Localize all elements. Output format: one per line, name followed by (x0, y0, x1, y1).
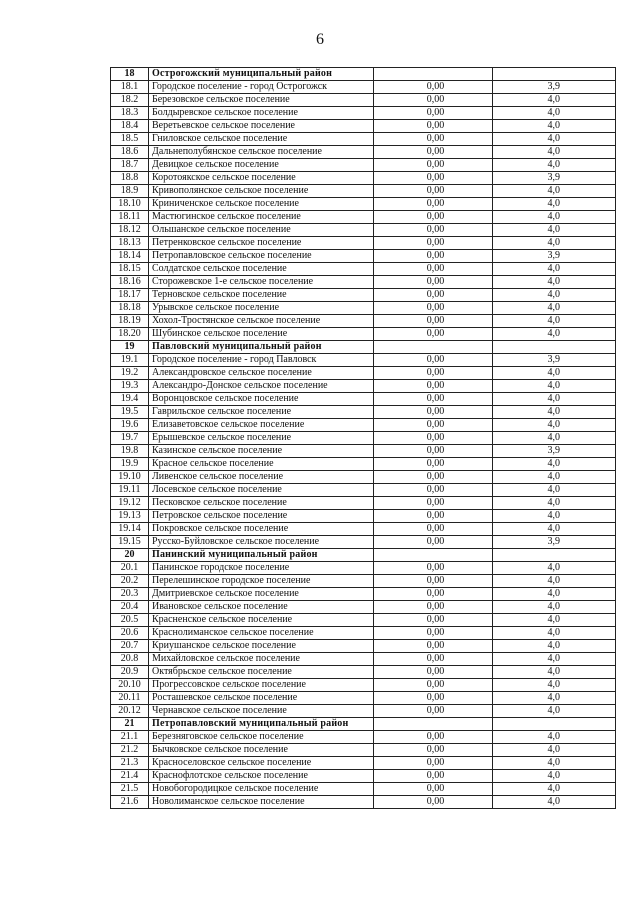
row-number-cell: 20.11 (111, 692, 149, 705)
settlement-name-cell: Сторожевское 1-е сельское поселение (149, 276, 374, 289)
value-2-cell: 4,0 (493, 705, 616, 718)
table-row (111, 510, 616, 523)
value-1-cell: 0,00 (374, 588, 493, 601)
table-row (111, 458, 616, 471)
value-2-cell (493, 341, 616, 354)
row-number-cell: 21.5 (111, 783, 149, 796)
settlement-name-cell: Криниченское сельское поселение (149, 198, 374, 211)
row-number-cell: 20.4 (111, 601, 149, 614)
table-row (111, 237, 616, 250)
row-number-cell: 19 (111, 341, 149, 354)
table-row (111, 380, 616, 393)
table-row (111, 146, 616, 159)
settlement-name-cell: Краснолиманское сельское поселение (149, 627, 374, 640)
value-2-cell: 4,0 (493, 497, 616, 510)
value-1-cell: 0,00 (374, 562, 493, 575)
value-1-cell: 0,00 (374, 263, 493, 276)
row-number-cell: 19.8 (111, 445, 149, 458)
value-2-cell: 4,0 (493, 276, 616, 289)
row-number-cell: 18.9 (111, 185, 149, 198)
district-header-row (111, 549, 616, 562)
value-1-cell (374, 549, 493, 562)
table-row (111, 406, 616, 419)
settlement-name-cell: Елизаветовское сельское поселение (149, 419, 374, 432)
row-number-cell: 18.13 (111, 237, 149, 250)
table-row (111, 445, 616, 458)
value-2-cell: 4,0 (493, 471, 616, 484)
value-1-cell: 0,00 (374, 276, 493, 289)
table-row (111, 185, 616, 198)
settlement-name-cell: Терновское сельское поселение (149, 289, 374, 302)
value-1-cell: 0,00 (374, 185, 493, 198)
value-2-cell: 4,0 (493, 107, 616, 120)
value-2-cell: 4,0 (493, 237, 616, 250)
table-row (111, 133, 616, 146)
row-number-cell: 21.2 (111, 744, 149, 757)
settlement-name-cell: Воронцовское сельское поселение (149, 393, 374, 406)
row-number-cell: 18.20 (111, 328, 149, 341)
value-1-cell: 0,00 (374, 731, 493, 744)
table-row (111, 419, 616, 432)
table-row (111, 536, 616, 549)
value-1-cell: 0,00 (374, 536, 493, 549)
row-number-cell: 21.3 (111, 757, 149, 770)
value-2-cell: 4,0 (493, 315, 616, 328)
settlement-name-cell: Шубинское сельское поселение (149, 328, 374, 341)
value-2-cell: 4,0 (493, 575, 616, 588)
row-number-cell: 19.4 (111, 393, 149, 406)
value-1-cell: 0,00 (374, 302, 493, 315)
value-1-cell: 0,00 (374, 783, 493, 796)
settlements-table (110, 67, 616, 809)
row-number-cell: 18.6 (111, 146, 149, 159)
table-row (111, 94, 616, 107)
settlement-name-cell: Красноселовское сельское поселение (149, 757, 374, 770)
row-number-cell: 20.7 (111, 640, 149, 653)
row-number-cell: 19.7 (111, 432, 149, 445)
table-row (111, 302, 616, 315)
settlement-name-cell: Красное сельское поселение (149, 458, 374, 471)
value-2-cell: 4,0 (493, 640, 616, 653)
row-number-cell: 20.1 (111, 562, 149, 575)
value-1-cell: 0,00 (374, 406, 493, 419)
value-2-cell: 3,9 (493, 81, 616, 94)
value-2-cell: 3,9 (493, 445, 616, 458)
value-2-cell: 4,0 (493, 432, 616, 445)
value-1-cell: 0,00 (374, 380, 493, 393)
value-2-cell: 4,0 (493, 133, 616, 146)
value-2-cell: 4,0 (493, 289, 616, 302)
table-row (111, 744, 616, 757)
value-1-cell: 0,00 (374, 419, 493, 432)
value-2-cell: 3,9 (493, 536, 616, 549)
table-row (111, 601, 616, 614)
value-2-cell: 3,9 (493, 354, 616, 367)
value-2-cell (493, 718, 616, 731)
settlement-name-cell: Городское поселение - город Павловск (149, 354, 374, 367)
value-2-cell: 4,0 (493, 367, 616, 380)
row-number-cell: 18.14 (111, 250, 149, 263)
value-2-cell: 3,9 (493, 250, 616, 263)
value-1-cell: 0,00 (374, 484, 493, 497)
value-1-cell: 0,00 (374, 159, 493, 172)
row-number-cell: 18.17 (111, 289, 149, 302)
settlement-name-cell: Солдатское сельское поселение (149, 263, 374, 276)
district-header-row (111, 341, 616, 354)
table-row (111, 484, 616, 497)
value-2-cell: 4,0 (493, 653, 616, 666)
row-number-cell: 19.12 (111, 497, 149, 510)
value-2-cell: 4,0 (493, 406, 616, 419)
settlement-name-cell: Александровское сельское поселение (149, 367, 374, 380)
settlement-name-cell: Урывское сельское поселение (149, 302, 374, 315)
settlement-name-cell: Петровское сельское поселение (149, 510, 374, 523)
value-2-cell: 4,0 (493, 783, 616, 796)
table-row (111, 562, 616, 575)
value-1-cell: 0,00 (374, 94, 493, 107)
settlement-name-cell: Коротоякское сельское поселение (149, 172, 374, 185)
value-1-cell: 0,00 (374, 393, 493, 406)
value-2-cell: 4,0 (493, 393, 616, 406)
value-1-cell: 0,00 (374, 692, 493, 705)
value-2-cell: 4,0 (493, 458, 616, 471)
value-1-cell: 0,00 (374, 328, 493, 341)
row-number-cell: 20.9 (111, 666, 149, 679)
settlement-name-cell: Павловский муниципальный район (149, 341, 374, 354)
row-number-cell: 18.8 (111, 172, 149, 185)
row-number-cell: 19.13 (111, 510, 149, 523)
row-number-cell: 21.6 (111, 796, 149, 809)
table-row (111, 757, 616, 770)
value-2-cell: 4,0 (493, 770, 616, 783)
row-number-cell: 19.10 (111, 471, 149, 484)
value-2-cell: 4,0 (493, 302, 616, 315)
value-2-cell: 4,0 (493, 419, 616, 432)
table-row (111, 172, 616, 185)
row-number-cell: 18.10 (111, 198, 149, 211)
value-2-cell: 4,0 (493, 224, 616, 237)
value-1-cell: 0,00 (374, 666, 493, 679)
value-2-cell: 4,0 (493, 510, 616, 523)
row-number-cell: 19.15 (111, 536, 149, 549)
settlement-name-cell: Бычковское сельское поселение (149, 744, 374, 757)
value-1-cell: 0,00 (374, 458, 493, 471)
settlement-name-cell: Перелешинское городское поселение (149, 575, 374, 588)
row-number-cell: 19.9 (111, 458, 149, 471)
settlement-name-cell: Панинский муниципальный район (149, 549, 374, 562)
row-number-cell: 21 (111, 718, 149, 731)
table-row (111, 497, 616, 510)
row-number-cell: 19.11 (111, 484, 149, 497)
table-row (111, 354, 616, 367)
settlement-name-cell: Русско-Буйловское сельское поселение (149, 536, 374, 549)
row-number-cell: 20.5 (111, 614, 149, 627)
value-1-cell: 0,00 (374, 172, 493, 185)
table-row (111, 588, 616, 601)
table-row (111, 263, 616, 276)
settlement-name-cell: Городское поселение - город Острогожск (149, 81, 374, 94)
row-number-cell: 20 (111, 549, 149, 562)
value-2-cell: 4,0 (493, 120, 616, 133)
value-1-cell (374, 68, 493, 81)
value-2-cell: 4,0 (493, 679, 616, 692)
row-number-cell: 18.7 (111, 159, 149, 172)
row-number-cell: 18 (111, 68, 149, 81)
table-row (111, 328, 616, 341)
table-row (111, 289, 616, 302)
value-2-cell: 4,0 (493, 744, 616, 757)
settlement-name-cell: Октябрьское сельское поселение (149, 666, 374, 679)
value-1-cell: 0,00 (374, 770, 493, 783)
value-2-cell: 4,0 (493, 380, 616, 393)
table-row (111, 783, 616, 796)
value-1-cell: 0,00 (374, 198, 493, 211)
settlement-name-cell: Ливенское сельское поселение (149, 471, 374, 484)
value-2-cell: 4,0 (493, 94, 616, 107)
row-number-cell: 19.5 (111, 406, 149, 419)
settlement-name-cell: Криушанское сельское поселение (149, 640, 374, 653)
value-1-cell (374, 718, 493, 731)
value-2-cell: 4,0 (493, 211, 616, 224)
row-number-cell: 20.8 (111, 653, 149, 666)
table-row (111, 666, 616, 679)
settlement-name-cell: Новобогородицкое сельское поселение (149, 783, 374, 796)
settlement-name-cell: Веретьевское сельское поселение (149, 120, 374, 133)
settlement-name-cell: Хохол-Тростянское сельское поселение (149, 315, 374, 328)
table-row (111, 393, 616, 406)
value-1-cell: 0,00 (374, 107, 493, 120)
row-number-cell: 18.18 (111, 302, 149, 315)
table-row (111, 705, 616, 718)
settlement-name-cell: Александро-Донское сельское поселение (149, 380, 374, 393)
table-body (111, 68, 616, 809)
value-1-cell: 0,00 (374, 614, 493, 627)
table-row (111, 770, 616, 783)
table-row (111, 211, 616, 224)
value-1-cell: 0,00 (374, 445, 493, 458)
settlement-name-cell: Острогожский муниципальный район (149, 68, 374, 81)
value-1-cell: 0,00 (374, 640, 493, 653)
value-2-cell: 4,0 (493, 159, 616, 172)
row-number-cell: 18.4 (111, 120, 149, 133)
table-row (111, 731, 616, 744)
table-row (111, 315, 616, 328)
table-row (111, 120, 616, 133)
settlement-name-cell: Мастюгинское сельское поселение (149, 211, 374, 224)
settlement-name-cell: Росташевское сельское поселение (149, 692, 374, 705)
row-number-cell: 18.1 (111, 81, 149, 94)
value-2-cell: 4,0 (493, 588, 616, 601)
value-2-cell: 3,9 (493, 172, 616, 185)
settlement-name-cell: Краснофлотское сельское поселение (149, 770, 374, 783)
table-row (111, 250, 616, 263)
row-number-cell: 20.10 (111, 679, 149, 692)
value-2-cell: 4,0 (493, 185, 616, 198)
value-1-cell (374, 341, 493, 354)
settlement-name-cell: Красненское сельское поселение (149, 614, 374, 627)
row-number-cell: 18.5 (111, 133, 149, 146)
row-number-cell: 20.6 (111, 627, 149, 640)
value-1-cell: 0,00 (374, 744, 493, 757)
settlement-name-cell: Новолиманское сельское поселение (149, 796, 374, 809)
value-1-cell: 0,00 (374, 211, 493, 224)
row-number-cell: 19.1 (111, 354, 149, 367)
value-2-cell: 4,0 (493, 484, 616, 497)
table-row (111, 614, 616, 627)
settlement-name-cell: Дмитриевское сельское поселение (149, 588, 374, 601)
settlement-name-cell: Лосевское сельское поселение (149, 484, 374, 497)
row-number-cell: 19.2 (111, 367, 149, 380)
value-2-cell: 4,0 (493, 627, 616, 640)
table-row (111, 627, 616, 640)
value-1-cell: 0,00 (374, 497, 493, 510)
district-header-row (111, 68, 616, 81)
table-row (111, 367, 616, 380)
row-number-cell: 19.3 (111, 380, 149, 393)
settlement-name-cell: Прогрессовское сельское поселение (149, 679, 374, 692)
value-2-cell: 4,0 (493, 523, 616, 536)
row-number-cell: 18.11 (111, 211, 149, 224)
value-2-cell: 4,0 (493, 614, 616, 627)
value-2-cell: 4,0 (493, 731, 616, 744)
settlement-name-cell: Панинское городское поселение (149, 562, 374, 575)
settlement-name-cell: Березняговское сельское поселение (149, 731, 374, 744)
value-2-cell: 4,0 (493, 562, 616, 575)
row-number-cell: 20.12 (111, 705, 149, 718)
value-1-cell: 0,00 (374, 679, 493, 692)
row-number-cell: 18.16 (111, 276, 149, 289)
value-2-cell (493, 549, 616, 562)
settlement-name-cell: Песковское сельское поселение (149, 497, 374, 510)
value-1-cell: 0,00 (374, 627, 493, 640)
row-number-cell: 18.12 (111, 224, 149, 237)
settlement-name-cell: Ольшанское сельское поселение (149, 224, 374, 237)
settlement-name-cell: Ерышевское сельское поселение (149, 432, 374, 445)
settlement-name-cell: Девицкое сельское поселение (149, 159, 374, 172)
table-row (111, 640, 616, 653)
value-1-cell: 0,00 (374, 796, 493, 809)
value-1-cell: 0,00 (374, 523, 493, 536)
row-number-cell: 18.19 (111, 315, 149, 328)
table-row (111, 692, 616, 705)
table-row (111, 523, 616, 536)
value-2-cell: 4,0 (493, 198, 616, 211)
row-number-cell: 20.2 (111, 575, 149, 588)
value-2-cell: 4,0 (493, 601, 616, 614)
value-1-cell: 0,00 (374, 81, 493, 94)
row-number-cell: 19.14 (111, 523, 149, 536)
value-1-cell: 0,00 (374, 601, 493, 614)
page-number: 6 (316, 31, 324, 48)
value-2-cell: 4,0 (493, 692, 616, 705)
settlement-name-cell: Покровское сельское поселение (149, 523, 374, 536)
table-row (111, 796, 616, 809)
settlement-name-cell: Ивановское сельское поселение (149, 601, 374, 614)
value-2-cell: 4,0 (493, 796, 616, 809)
value-1-cell: 0,00 (374, 237, 493, 250)
settlement-name-cell: Петренковское сельское поселение (149, 237, 374, 250)
value-1-cell: 0,00 (374, 289, 493, 302)
row-number-cell: 18.15 (111, 263, 149, 276)
value-1-cell: 0,00 (374, 224, 493, 237)
row-number-cell: 18.3 (111, 107, 149, 120)
table-row (111, 679, 616, 692)
value-1-cell: 0,00 (374, 432, 493, 445)
value-1-cell: 0,00 (374, 315, 493, 328)
table-row (111, 198, 616, 211)
table-row (111, 471, 616, 484)
value-2-cell: 4,0 (493, 146, 616, 159)
district-header-row (111, 718, 616, 731)
table-row (111, 575, 616, 588)
settlement-name-cell: Гаврильское сельское поселение (149, 406, 374, 419)
table-row (111, 159, 616, 172)
settlement-name-cell: Петропавловское сельское поселение (149, 250, 374, 263)
value-1-cell: 0,00 (374, 510, 493, 523)
value-1-cell: 0,00 (374, 575, 493, 588)
value-2-cell (493, 68, 616, 81)
value-1-cell: 0,00 (374, 653, 493, 666)
settlement-name-cell: Кривополянское сельское поселение (149, 185, 374, 198)
value-2-cell: 4,0 (493, 757, 616, 770)
table-row (111, 107, 616, 120)
value-1-cell: 0,00 (374, 705, 493, 718)
value-2-cell: 4,0 (493, 263, 616, 276)
settlement-name-cell: Дальнеполубянское сельское поселение (149, 146, 374, 159)
value-1-cell: 0,00 (374, 133, 493, 146)
value-1-cell: 0,00 (374, 250, 493, 263)
settlement-name-cell: Михайловское сельское поселение (149, 653, 374, 666)
row-number-cell: 20.3 (111, 588, 149, 601)
settlement-name-cell: Петропавловский муниципальный район (149, 718, 374, 731)
table-row (111, 432, 616, 445)
table-row (111, 276, 616, 289)
row-number-cell: 21.4 (111, 770, 149, 783)
value-2-cell: 4,0 (493, 666, 616, 679)
settlement-name-cell: Чернавское сельское поселение (149, 705, 374, 718)
row-number-cell: 21.1 (111, 731, 149, 744)
settlement-name-cell: Болдыревское сельское поселение (149, 107, 374, 120)
table-row (111, 653, 616, 666)
value-1-cell: 0,00 (374, 471, 493, 484)
value-2-cell: 4,0 (493, 328, 616, 341)
value-1-cell: 0,00 (374, 354, 493, 367)
value-1-cell: 0,00 (374, 757, 493, 770)
table-row (111, 224, 616, 237)
value-1-cell: 0,00 (374, 367, 493, 380)
row-number-cell: 18.2 (111, 94, 149, 107)
table-row (111, 81, 616, 94)
value-1-cell: 0,00 (374, 146, 493, 159)
settlement-name-cell: Гниловское сельское поселение (149, 133, 374, 146)
row-number-cell: 19.6 (111, 419, 149, 432)
value-1-cell: 0,00 (374, 120, 493, 133)
settlement-name-cell: Березовское сельское поселение (149, 94, 374, 107)
settlement-name-cell: Казинское сельское поселение (149, 445, 374, 458)
